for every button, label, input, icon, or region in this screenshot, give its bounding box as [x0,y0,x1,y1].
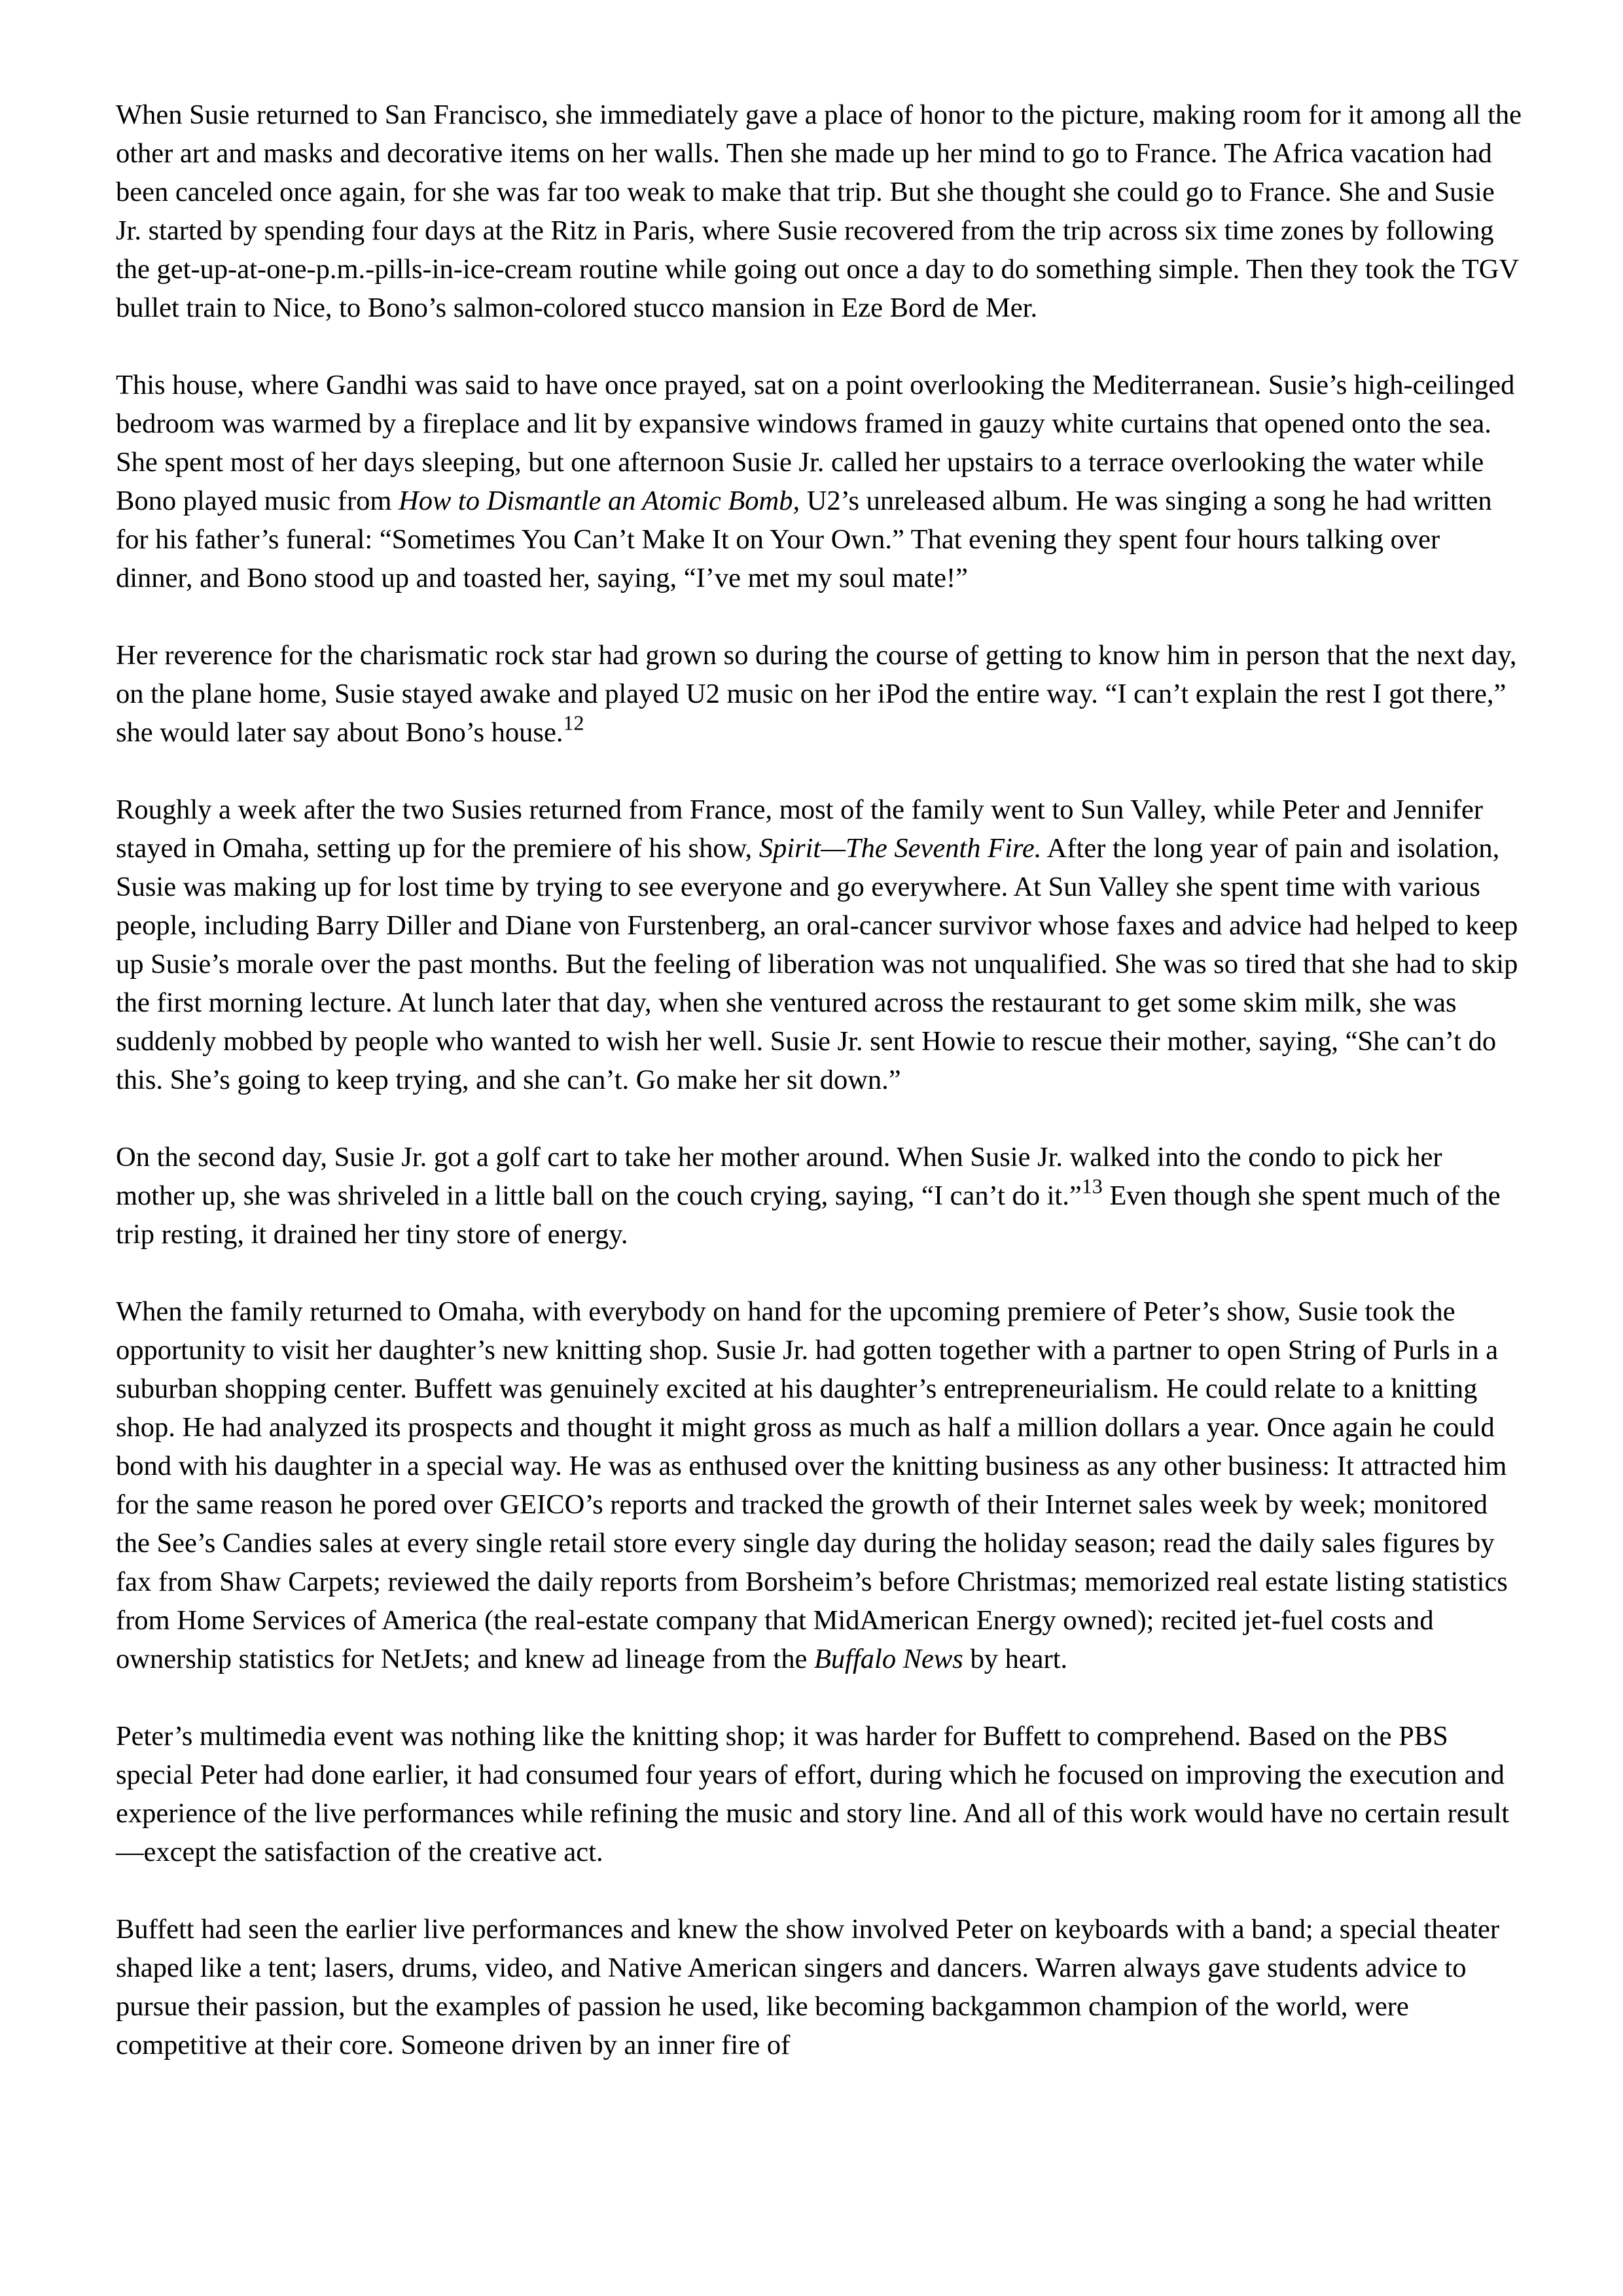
paragraph-5 [116,1138,1523,1254]
paragraph-text: U2’s unreleased album. He was singing a song he had written for his father’s funeral: “Sometimes You Can’t Make It on Your Own.” That evening they spent four hours talking over dinner, and Bono stood up and toasted her, saying, “I’ve met my soul mate!” [116,486,1492,593]
paragraph-text: Roughly a week after the two Susies returned from France, most of the family went to Sun Valley, while Peter and Jennifer stayed in Omaha, setting up for the premiere of his show, [116,794,1484,864]
paragraph-6 [116,1292,1523,1678]
footnote-marker: 13 [1081,1174,1103,1198]
paragraph-2 [116,366,1523,597]
paragraph-text: On the second day, Susie Jr. got a golf cart to take her mother around. When Susie Jr. walked into the condo to pick her mother up, she was shriveled in a little ball on the couch crying, saying, “I can’t do it.” [116,1142,1442,1211]
body-text [116,96,1523,2064]
footnote-marker: 12 [563,711,584,735]
paragraph-text: by heart. [963,1644,1068,1674]
paragraph-3 [116,636,1523,752]
paragraph-text: When Susie returned to San Francisco, she immediately gave a place of honor to the picture, making room for it among all the other art and masks and decorative items on her walls. Then she made up her mind to go to France. The Africa vacation had been canceled once again, for she was far too weak to make that trip. But she thought she could go to France. She and Susie Jr. started by spending four days at the Ritz in Paris, where Susie recovered from the trip across six time zones by following the get-up-at-one-p.m.-pills-in-ice-cream routine while going out once a day to do something simple. Then they took the TGV bullet train to Nice, to Bono’s salmon-colored stucco mansion in Eze Bord de Mer. [116,99,1522,323]
newspaper-title: Buffalo News [813,1644,963,1674]
show-title: Spirit—The Seventh Fire. [758,833,1042,864]
paragraph-text: Her reverence for the charismatic rock star had grown so during the course of getting to know him in person that the next day, on the plane home, Susie stayed awake and played U2 music on her iPod the entire way. “I can’t explain the rest I got there,” she would later say about Bono’s house. [116,640,1517,748]
paragraph-4 [116,790,1523,1099]
paragraph-text: Even though she spent much of the trip resting, it drained her tiny store of energy. [116,1180,1501,1250]
paragraph-8 [116,1910,1523,2064]
paragraph-text: When the family returned to Omaha, with everybody on hand for the upcoming premiere of Peter’s show, Susie took the opportunity to visit her daughter’s new knitting shop. Susie Jr. had gotten together with a partner to open String of Purls in a suburban shopping center. Buffett was genuinely excited at his daughter’s entrepreneurialism. He could relate to a knitting shop. He had analyzed its prospects and thought it might gross as much as half a million dollars a year. Once again he could bond with his daughter in a special way. He was as enthused over the knitting business as any other business: It attracted him for the same reason he pored over GEICO’s reports and tracked the growth of their Internet sales week by week; monitored the See’s Candies sales at every single retail store every single day during the holiday season; read the daily sales figures by fax from Shaw Carpets; reviewed the daily reports from Borsheim’s before Christmas; memorized real estate listing statistics from Home Services of America (the real-estate company that MidAmerican Energy owned); recited jet-fuel costs and ownership statistics for NetJets; and knew ad lineage from the [116,1296,1508,1674]
paragraph-7 [116,1717,1523,1871]
paragraph-text: After the long year of pain and isolation, Susie was making up for lost time by trying to see everyone and go everywhere. At Sun Valley she spent time with various people, including Barry Diller and Diane von Furstenberg, an oral-cancer survivor whose faxes and advice had helped to keep up Susie’s morale over the past months. But the feeling of liberation was not unqualified. She was so tired that she had to skip the first morning lecture. At lunch later that day, when she ventured across the restaurant to get some skim milk, she was suddenly mobbed by people who wanted to wish her well. Susie Jr. sent Howie to rescue their mother, saying, “She can’t do this. She’s going to keep trying, and she can’t. Go make her sit down.” [116,833,1518,1095]
album-title: How to Dismantle an Atomic Bomb, [399,486,800,516]
paragraph-text: This house, where Gandhi was said to have once prayed, sat on a point overlooking the Mediterranean. Susie’s high-ceilinged bedroom was warmed by a fireplace and lit by expansive windows framed in gauzy white curtains that opened onto the sea. She spent most of her days sleeping, but one afternoon Susie Jr. called her upstairs to a terrace overlooking the water while Bono played music from [116,370,1515,516]
paragraph-text: Buffett had seen the earlier live performances and knew the show involved Peter on keyboards with a band; a special theater shaped like a tent; lasers, drums, video, and Native American singers and dancers. Warren always gave students advice to pursue their passion, but the examples of passion he used, like becoming backgammon champion of the world, were competitive at their core. Someone driven by an inner fire of [116,1914,1500,2060]
paragraph-text: Peter’s multimedia event was nothing like the knitting shop; it was harder for Buffett to comprehend. Based on the PBS special Peter had done earlier, it had consumed four years of effort, during which he focused on improving the execution and experience of the live performances while refining the music and story line. And all of this work would have no certain result—except the satisfaction of the creative act. [116,1721,1510,1867]
paragraph-1 [116,96,1523,327]
